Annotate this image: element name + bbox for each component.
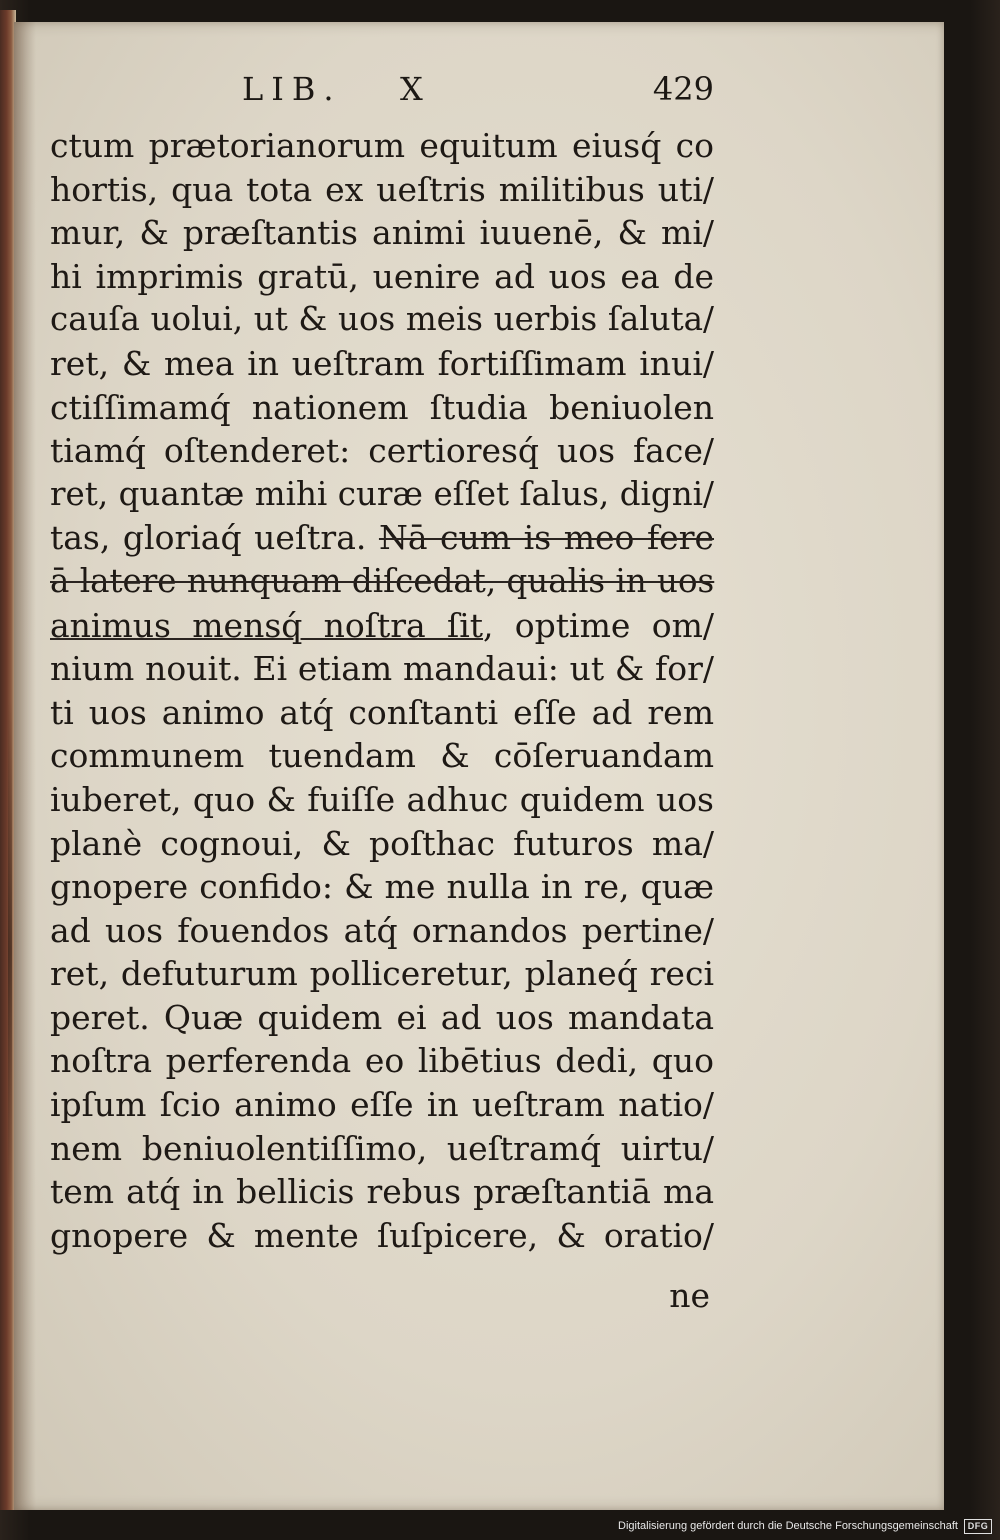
body-text <box>50 124 714 1257</box>
text-line: cauſa uolui, ut & uos meis uerbis ſaluta/ <box>50 300 714 339</box>
text-line: ret, quantæ mihi curæ eſſet ſalus, digni/ <box>50 474 714 513</box>
text-line: nium nouit. Ei etiam mandaui: ut & for/ <box>50 649 714 689</box>
text-line: ad uos fouendos atq́ ornandos pertine/ <box>50 910 714 950</box>
dfg-logo: DFG <box>964 1519 992 1534</box>
credit-text: Digitalisierung gefördert durch die Deutsche Forschungsgemeinschaft <box>618 1520 958 1532</box>
struck-through-line: ā latere nunquam diſcedat, qualis in uos <box>50 561 715 600</box>
text-line: ctum prætorianorum equitum eiusq́ co <box>50 126 714 165</box>
text-line: ret, defuturum polliceretur, planeq́ reci <box>50 954 714 994</box>
running-head-lib: LIB. <box>242 70 342 108</box>
text-line: ti uos animo atq́ conſtanti eſſe ad rem <box>50 692 714 732</box>
text-line: gnopere confido: & me nulla in re, quæ <box>50 867 714 907</box>
text-line: communem tuendam & cōſeruandam <box>50 736 714 776</box>
text-line: tiamq́ oſtenderet: certioresq́ uos face/ <box>50 431 714 471</box>
text-line: gnopere & mente ſuſpicere, & oratio/ <box>50 1215 714 1255</box>
text-line: ctiſſimamq́ nationem ſtudia beniuolen <box>50 387 714 427</box>
catchword: ne <box>669 1276 710 1315</box>
text-line: tem atq́ in bellicis rebus præſtantiā ma <box>50 1172 714 1212</box>
margin-ink-mark <box>8 700 12 1200</box>
text-line-with-strike <box>50 516 714 560</box>
digitization-credit <box>618 1516 992 1536</box>
running-head-book-number: X <box>400 70 425 108</box>
line-text: tas, gloriaq́ ueſtra. <box>50 518 367 558</box>
text-line: mur, & præſtantis animi iuuenē, & mi/ <box>50 213 714 253</box>
running-head <box>230 70 720 110</box>
text-line: planè cognoui, & poſthac futuros ma/ <box>50 823 714 863</box>
struck-through-text: Nā cum is meo fere <box>378 518 714 558</box>
underlined-text: animus mensq́ noſtra ſit <box>50 605 484 645</box>
text-line: nem beniuolentiſſimo, ueſtramq́ uirtu/ <box>50 1128 714 1168</box>
text-line: peret. Quæ quidem ei ad uos mandata <box>50 997 714 1037</box>
text-line: hortis, qua tota ex ueſtris militibus uti/ <box>50 169 714 209</box>
text-line: hi imprimis gratū, uenire ad uos ea de <box>50 256 714 296</box>
line-text: , optime om/ <box>483 605 714 645</box>
folio-number: 429 <box>652 70 714 108</box>
text-line: iuberet, quo & fuiſſe adhuc quidem uos <box>50 779 714 819</box>
text-line: noſtra perferenda eo libētius dedi, quo <box>50 1041 714 1081</box>
text-line: ret, & mea in ueſtram fortiſſimam inui/ <box>50 343 714 383</box>
text-line-with-underline <box>50 604 714 648</box>
text-line: ipſum ſcio animo eſſe in ueſtram natio/ <box>50 1085 714 1125</box>
